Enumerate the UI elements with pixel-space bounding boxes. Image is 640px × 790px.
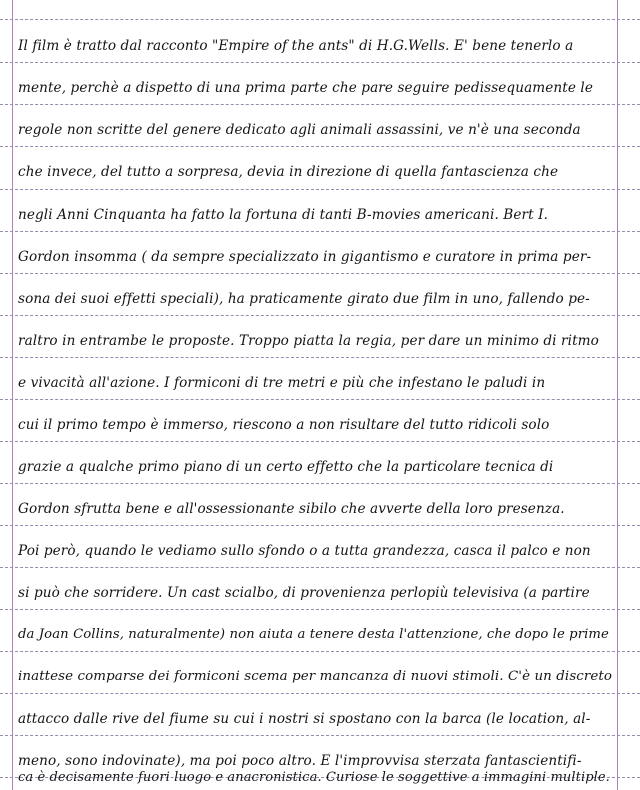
- ruled-line: [0, 189, 640, 190]
- ruled-line: [0, 315, 640, 316]
- ruled-line: [0, 357, 640, 358]
- ruled-line: [0, 441, 640, 442]
- ruled-line: [0, 525, 640, 526]
- handwritten-line: Il film è tratto dal racconto "Empire of the ants" di H.G.Wells. E' bene tenerlo a: [18, 38, 574, 54]
- ruled-line: [0, 693, 640, 694]
- ruled-line: [0, 483, 640, 484]
- handwritten-line: Gordon insomma ( da sempre specializzato in gigantismo e curatore in prima per-: [18, 249, 592, 265]
- handwritten-line: e vivacità all'azione. I formiconi di tre metri e più che infestano le paludi in: [18, 375, 546, 391]
- ruled-line: [0, 735, 640, 736]
- handwritten-line: regole non scritte del genere dedicato agli animali assassini, ve n'è una seconda: [18, 122, 581, 138]
- handwritten-line: negli Anni Cinquanta ha fatto la fortuna di tanti B-movies americani. Bert I.: [18, 207, 549, 223]
- handwritten-line: meno, sono indovinate), ma poi poco altro. E l'improvvisa sterzata fantascientifi-: [18, 753, 582, 769]
- handwritten-line: che invece, del tutto a sorpresa, devia in direzione di quella fantascienza che: [18, 164, 559, 180]
- handwritten-line: inattese comparse dei formiconi scema per mancanza di nuovi stimoli. C'è un discreto: [18, 669, 613, 684]
- ruled-line: [0, 104, 640, 105]
- handwritten-line: Poi però, quando le vediamo sullo sfondo o a tutta grandezza, casca il palco e non: [18, 543, 591, 559]
- right-margin-line: [617, 0, 618, 790]
- ruled-line: [0, 231, 640, 232]
- ruled-line: [0, 146, 640, 147]
- ruled-line: [0, 273, 640, 274]
- ruled-line: [0, 19, 640, 20]
- handwritten-line: sona dei suoi effetti speciali), ha praticamente girato due film in uno, fallendo pe-: [18, 291, 590, 307]
- handwritten-line: da Joan Collins, naturalmente) non aiuta a tenere desta l'attenzione, che dopo le prime: [18, 627, 609, 642]
- ruled-line: [0, 399, 640, 400]
- ruled-line: [0, 62, 640, 63]
- handwritten-line: ca è decisamente fuori luogo e anacronistica. Curiose le soggettive a immagini multiple.: [18, 770, 610, 785]
- handwritten-line: si può che sorridere. Un cast scialbo, di provenienza perlopiù televisiva (a partire: [18, 585, 590, 601]
- handwritten-line: raltro in entrambe le proposte. Troppo piatta la regia, per dare un minimo di ritmo: [18, 333, 599, 349]
- handwritten-line: attacco dalle rive del fiume su cui i nostri si spostano con la barca (le location, al-: [18, 711, 591, 727]
- handwritten-line: Gordon sfrutta bene e all'ossessionante sibilo che avverte della loro presenza.: [18, 501, 565, 517]
- ruled-line: [0, 609, 640, 610]
- left-margin-line: [12, 0, 13, 790]
- handwritten-line: cui il primo tempo è immerso, riescono a non risultare del tutto ridicoli solo: [18, 417, 550, 433]
- handwritten-line: grazie a qualche primo piano di un certo effetto che la particolare tecnica di: [18, 459, 554, 475]
- handwritten-line: mente, perchè a dispetto di una prima parte che pare seguire pedissequamente le: [18, 80, 594, 96]
- ruled-line: [0, 567, 640, 568]
- ruled-line: [0, 651, 640, 652]
